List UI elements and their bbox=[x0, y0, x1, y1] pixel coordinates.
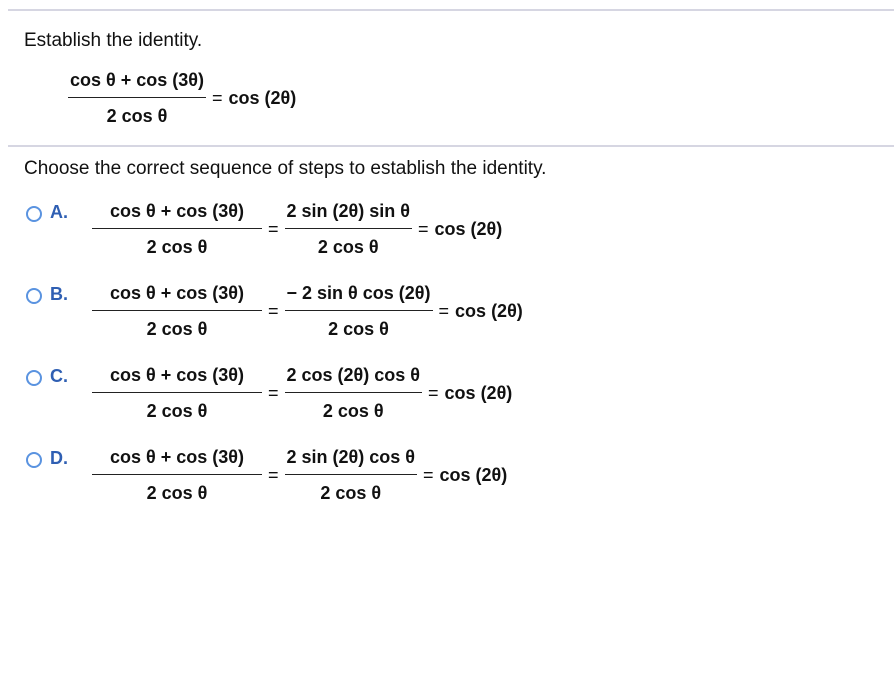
option-d-equation bbox=[92, 447, 507, 504]
option-letter-d: D. bbox=[50, 448, 68, 468]
option-a-fraction-2 bbox=[285, 201, 413, 258]
identity-equation bbox=[68, 70, 296, 127]
option-c-denominator-1: 2 cos θ bbox=[146, 401, 208, 421]
equals-sign: = bbox=[268, 465, 279, 485]
prompt-text: Establish the identity. bbox=[24, 30, 203, 51]
middle-divider bbox=[8, 145, 894, 147]
equals-sign: = bbox=[268, 219, 279, 239]
option-b-numerator-2: − 2 sin θ cos (2θ) bbox=[286, 283, 431, 303]
identity-numerator: cos θ + cos (3θ) bbox=[70, 70, 205, 90]
option-a-fraction-1 bbox=[92, 201, 262, 258]
option-d-rhs: cos (2θ) bbox=[439, 465, 508, 485]
equals-sign: = bbox=[212, 88, 223, 108]
equals-sign: = bbox=[268, 301, 279, 321]
equals-sign: = bbox=[423, 465, 434, 485]
option-b-equation bbox=[92, 283, 523, 340]
option-c-denominator-2: 2 cos θ bbox=[322, 401, 384, 421]
option-b-fraction-1 bbox=[92, 283, 262, 340]
option-d-fraction-2 bbox=[285, 447, 418, 504]
option-a-rhs: cos (2θ) bbox=[434, 219, 503, 239]
option-c-fraction-1 bbox=[92, 365, 262, 422]
equals-sign: = bbox=[438, 301, 450, 321]
option-b-numerator-1: cos θ + cos (3θ) bbox=[109, 283, 244, 303]
option-c[interactable] bbox=[26, 365, 512, 422]
option-c-numerator-1: cos θ + cos (3θ) bbox=[109, 365, 244, 385]
option-letter-a: A. bbox=[50, 202, 68, 222]
option-a-denominator-2: 2 cos θ bbox=[317, 237, 379, 257]
radio-button-b[interactable] bbox=[26, 288, 42, 304]
option-a-numerator-1: cos θ + cos (3θ) bbox=[109, 201, 244, 221]
option-d-denominator-1: 2 cos θ bbox=[146, 483, 208, 503]
identity-fraction bbox=[68, 70, 206, 127]
option-a-equation bbox=[92, 201, 502, 258]
option-a-denominator-1: 2 cos θ bbox=[146, 237, 208, 257]
option-b-fraction-2 bbox=[285, 283, 433, 340]
option-d-numerator-2: 2 sin (2θ) cos θ bbox=[286, 447, 416, 467]
option-letter-b: B. bbox=[50, 284, 68, 304]
option-c-equation bbox=[92, 365, 512, 422]
identity-rhs: cos (2θ) bbox=[228, 88, 297, 108]
option-d-denominator-2: 2 cos θ bbox=[320, 483, 382, 503]
option-c-numerator-2: 2 cos (2θ) cos θ bbox=[286, 365, 421, 385]
question-text: Choose the correct sequence of steps to establish the identity. bbox=[24, 158, 547, 179]
option-a-numerator-2: 2 sin (2θ) sin θ bbox=[286, 201, 411, 221]
option-d[interactable] bbox=[26, 447, 507, 504]
radio-button-a[interactable] bbox=[26, 206, 42, 222]
option-c-rhs: cos (2θ) bbox=[444, 383, 513, 403]
option-d-fraction-1 bbox=[92, 447, 262, 504]
option-b-denominator-1: 2 cos θ bbox=[146, 319, 208, 339]
option-a[interactable] bbox=[26, 201, 502, 258]
equals-sign: = bbox=[268, 383, 279, 403]
top-divider bbox=[8, 9, 894, 11]
option-letter-c: C. bbox=[50, 366, 68, 386]
option-d-numerator-1: cos θ + cos (3θ) bbox=[109, 447, 244, 467]
option-c-fraction-2 bbox=[285, 365, 423, 422]
option-b-denominator-2: 2 cos θ bbox=[328, 319, 389, 339]
option-b-rhs: cos (2θ) bbox=[455, 301, 523, 321]
equals-sign: = bbox=[418, 219, 429, 239]
identity-denominator: 2 cos θ bbox=[106, 106, 168, 126]
option-b[interactable] bbox=[26, 283, 523, 340]
radio-button-c[interactable] bbox=[26, 370, 42, 386]
radio-button-d[interactable] bbox=[26, 452, 42, 468]
equals-sign: = bbox=[428, 383, 439, 403]
